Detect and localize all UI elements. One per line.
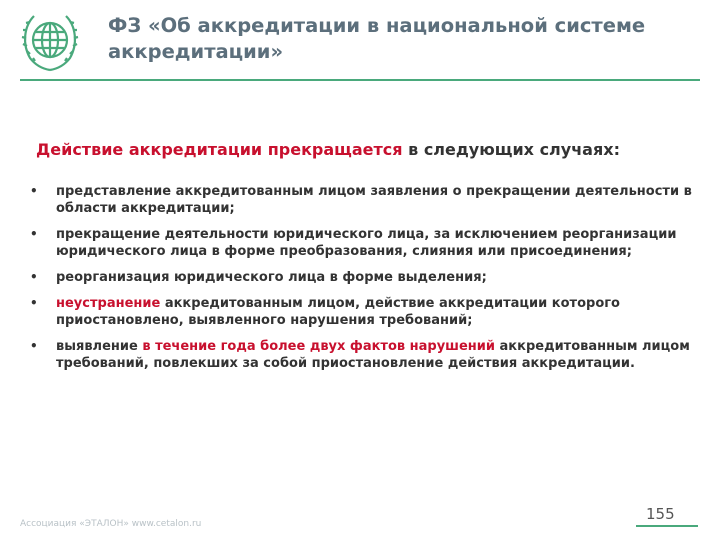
- bullet-icon: •: [30, 184, 38, 198]
- page-number: 155: [646, 505, 675, 523]
- lead-part-1: Действие аккредитации: [36, 140, 268, 159]
- list-item: [20, 183, 700, 217]
- lead-part-4: :: [613, 140, 620, 159]
- bullet-text: представление аккредитованным лицом заявления о прекращении деятельности в области аккредитации;: [56, 184, 692, 216]
- bullet-icon: •: [30, 339, 38, 353]
- bullet-text-after: аккредитованным лицом требований, повлекших за собой приостановление действия аккредитации.: [56, 339, 690, 371]
- bullet-text: прекращение деятельности юридического лица, за исключением реорганизации юридического лица в форме преобразования, слияния или присоединения;: [56, 227, 677, 259]
- bullet-highlight: неустранение: [56, 296, 161, 311]
- lead-sentence: [36, 139, 696, 161]
- page-number-underline: [636, 525, 698, 527]
- list-item: [20, 269, 700, 286]
- bullet-text-before: выявление: [56, 339, 143, 354]
- bullet-icon: •: [30, 296, 38, 310]
- bullet-icon: •: [30, 270, 38, 284]
- list-item: [20, 338, 700, 372]
- lead-part-3: в следующих случаях: [402, 140, 614, 159]
- title-divider: [20, 79, 700, 81]
- lead-part-2: прекращается: [267, 140, 403, 159]
- un-emblem-logo-icon: [20, 8, 80, 72]
- bullet-highlight: в течение года более двух фактов нарушений: [142, 339, 495, 354]
- bullet-text: реорганизация юридического лица в форме выделения;: [56, 270, 487, 285]
- bullet-icon: •: [30, 227, 38, 241]
- footer-organization: Ассоциация «ЭТАЛОН» www.cetalon.ru: [20, 519, 202, 529]
- bullet-text: аккредитованным лицом, действие аккредитации которого приостановлено, выявленного нарушения требований;: [56, 296, 620, 328]
- list-item: [20, 295, 700, 329]
- bullet-list: [20, 183, 700, 381]
- slide-title: ФЗ «Об аккредитации в национальной системе аккредитации»: [108, 14, 646, 63]
- list-item: [20, 226, 700, 260]
